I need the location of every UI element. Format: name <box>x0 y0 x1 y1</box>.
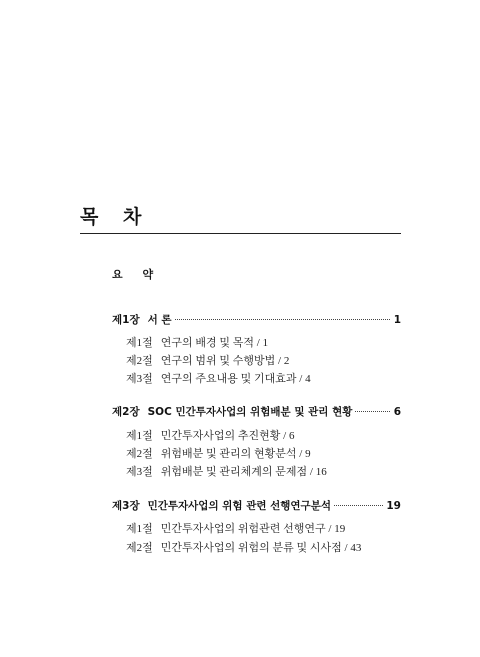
leader-dots <box>175 319 390 320</box>
section-number: 제2절 <box>126 355 153 367</box>
toc-section[interactable] <box>126 445 311 461</box>
toc-section[interactable] <box>126 370 311 386</box>
section-title: 연구의 주요내용 및 기대효과 / 4 <box>160 373 311 385</box>
chapter-page: 1 <box>393 314 401 326</box>
toc-section[interactable] <box>126 334 268 350</box>
section-number: 제1절 <box>126 430 153 442</box>
title-divider <box>80 233 401 234</box>
section-title: 민간투자사업의 위험관련 선행연구 / 19 <box>160 523 346 535</box>
leader-dots <box>355 411 390 412</box>
section-title: 위험배분 및 관리체계의 문제점 / 16 <box>160 466 327 478</box>
section-title: 연구의 범위 및 수행방법 / 2 <box>160 355 290 367</box>
chapter-page: 6 <box>393 406 401 418</box>
chapter-title: 서 론 <box>147 314 172 326</box>
chapter-number: 제3장 <box>112 500 140 512</box>
page-title: 목 차 <box>80 206 151 228</box>
leader-dots <box>334 505 383 506</box>
chapter-number: 제2장 <box>112 406 140 418</box>
section-number: 제1절 <box>126 523 153 535</box>
section-title: 민간투자사업의 추진현황 / 6 <box>160 430 295 442</box>
toc-section[interactable] <box>126 463 327 479</box>
chapter-page: 19 <box>386 500 401 512</box>
section-number: 제2절 <box>126 542 153 554</box>
toc-chapter-2[interactable] <box>112 404 401 419</box>
section-number: 제3절 <box>126 466 153 478</box>
chapter-number: 제1장 <box>112 314 140 326</box>
toc-summary-entry[interactable]: 요 약 <box>112 268 162 281</box>
section-number: 제1절 <box>126 337 153 349</box>
chapter-title: SOC 민간투자사업의 위험배분 및 관리 현황 <box>147 406 353 418</box>
section-title: 민간투자사업의 위험의 분류 및 시사점 / 43 <box>160 542 362 554</box>
section-title: 연구의 배경 및 목적 / 1 <box>160 337 269 349</box>
toc-chapter-3[interactable] <box>112 498 401 513</box>
toc-section[interactable] <box>126 352 289 368</box>
chapter-title: 민간투자사업의 위험 관련 선행연구분석 <box>147 500 331 512</box>
toc-section[interactable] <box>126 520 345 536</box>
section-title: 위험배분 및 관리의 현황분석 / 9 <box>160 448 311 460</box>
toc-chapter-1[interactable] <box>112 312 401 327</box>
toc-section[interactable] <box>126 427 294 443</box>
section-number: 제2절 <box>126 448 153 460</box>
section-number: 제3절 <box>126 373 153 385</box>
toc-section[interactable] <box>126 539 361 555</box>
